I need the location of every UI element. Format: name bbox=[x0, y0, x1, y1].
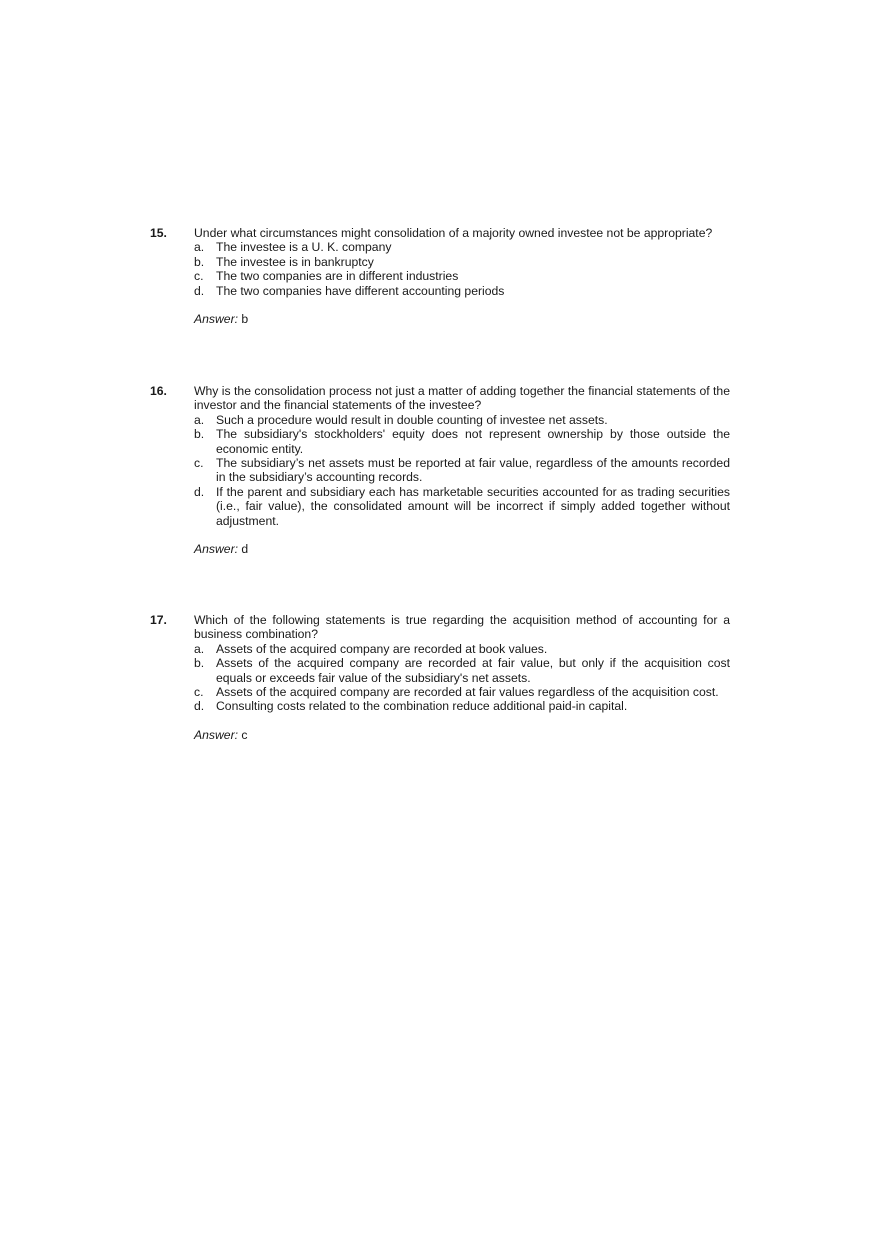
answer-value: d bbox=[241, 542, 249, 557]
option-c bbox=[194, 456, 730, 485]
option-b bbox=[194, 427, 730, 456]
option-text: Assets of the acquired company are recorded at fair values regardless of the acquisition cost. bbox=[216, 685, 719, 700]
option-text: If the parent and subsidiary each has marketable securities accounted for as trading securities (i.e., fair value), the consolidated amount will be incorrect if simply added together without adjustment. bbox=[216, 484, 730, 528]
option-b bbox=[194, 255, 730, 269]
option-d bbox=[194, 699, 730, 713]
answer-value: c bbox=[241, 727, 248, 742]
answer-label: Answer: bbox=[194, 312, 239, 327]
option-text: Such a procedure would result in double counting of investee net assets. bbox=[216, 412, 608, 427]
question-stem: Why is the consolidation process not just a matter of adding together the financial statements of the investor and the financial statements of the investee? bbox=[194, 384, 730, 413]
answer-label: Answer: bbox=[194, 727, 239, 742]
option-letter: b. bbox=[194, 254, 205, 269]
option-text: Assets of the acquired company are recorded at fair value, but only if the acquisition cost equals or exceeds fair value of the subsidiary's net assets. bbox=[216, 656, 730, 685]
option-text: Consulting costs related to the combination reduce additional paid-in capital. bbox=[216, 699, 628, 714]
answer-value: b bbox=[241, 312, 249, 327]
option-text: The investee is a U. K. company bbox=[216, 240, 392, 255]
option-text: The subsidiary's stockholders' equity does not represent ownership by those outside the economic entity. bbox=[216, 427, 730, 456]
answer-label: Answer: bbox=[194, 542, 239, 557]
question-stem: Which of the following statements is true regarding the acquisition method of accounting for a business combination? bbox=[194, 613, 730, 642]
option-letter: c. bbox=[194, 456, 204, 471]
option-text: Assets of the acquired company are recorded at book values. bbox=[216, 641, 548, 656]
option-a bbox=[194, 642, 730, 656]
question-number: 16. bbox=[150, 384, 167, 398]
option-a bbox=[194, 240, 730, 254]
answer-line bbox=[194, 728, 730, 742]
question-number: 17. bbox=[150, 613, 167, 627]
question-body bbox=[194, 613, 730, 742]
option-text: The two companies are in different industries bbox=[216, 269, 459, 284]
option-a bbox=[194, 413, 730, 427]
question-body bbox=[194, 226, 730, 326]
answer-line bbox=[194, 542, 730, 556]
question-number: 15. bbox=[150, 226, 167, 240]
option-letter: a. bbox=[194, 240, 205, 255]
option-text: The investee is in bankruptcy bbox=[216, 254, 374, 269]
option-text: The subsidiary’s net assets must be reported at fair value, regardless of the amounts recorded in the subsidiary’s accounting records. bbox=[216, 456, 730, 485]
option-letter: a. bbox=[194, 412, 205, 427]
question-stem: Under what circumstances might consolidation of a majority owned investee not be appropriate? bbox=[194, 226, 713, 240]
option-letter: c. bbox=[194, 269, 204, 284]
option-d bbox=[194, 284, 730, 298]
question-body bbox=[194, 384, 730, 556]
option-letter: b. bbox=[194, 656, 205, 671]
option-c bbox=[194, 685, 730, 699]
option-letter: c. bbox=[194, 685, 204, 700]
option-letter: a. bbox=[194, 641, 205, 656]
option-d bbox=[194, 485, 730, 528]
option-letter: d. bbox=[194, 283, 205, 298]
option-b bbox=[194, 656, 730, 685]
option-letter: d. bbox=[194, 699, 205, 714]
option-letter: b. bbox=[194, 427, 205, 442]
answer-line bbox=[194, 312, 730, 326]
option-letter: d. bbox=[194, 484, 205, 499]
option-c bbox=[194, 269, 730, 283]
option-text: The two companies have different accounting periods bbox=[216, 283, 505, 298]
